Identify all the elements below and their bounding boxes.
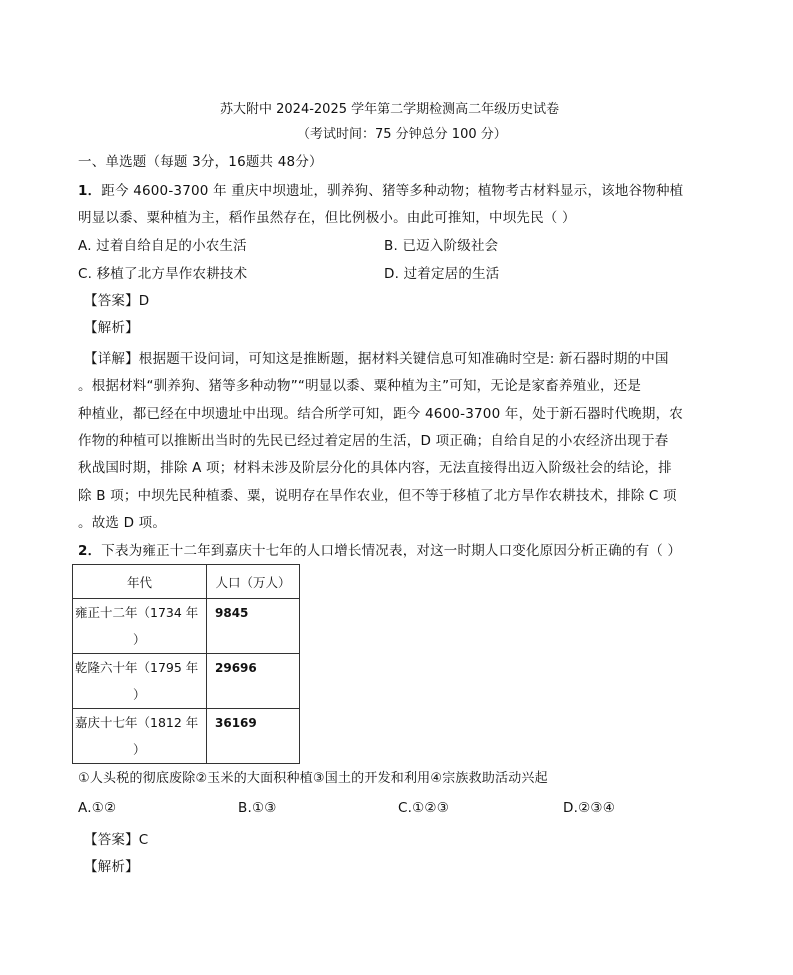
question-1-option-a: A. 过着自给自足的小农生活 bbox=[78, 238, 247, 254]
section-heading: 一、单选题（每题 3分，16题共 48分） bbox=[78, 154, 323, 170]
table-row bbox=[73, 599, 300, 654]
question-1-detail-line: 作物的种植可以推断出当时的先民已经过着定居的生活，D 项正确；自给自足的小农经济出现于春 bbox=[78, 433, 669, 449]
question-1-stem-1: 距今 4600-3700 年 重庆中坝遗址，驯养狗、猪等多种动物；植物考古材料显示，该地谷物种植 bbox=[101, 183, 684, 199]
page-subtitle: （考试时间：75 分钟总分 100 分） bbox=[297, 127, 507, 142]
year-text-cont: ） bbox=[133, 632, 146, 647]
question-2-option-c: C.①②③ bbox=[398, 800, 450, 816]
question-2-number: 2． bbox=[78, 543, 102, 559]
question-2-items: ①人头税的彻底废除②玉米的大面积种植③国土的开发和利用④宗族救助活动兴起 bbox=[78, 771, 548, 786]
table-row bbox=[73, 709, 300, 764]
question-1-option-d: D. 过着定居的生活 bbox=[384, 266, 500, 282]
question-2-line-1 bbox=[78, 539, 681, 559]
question-2-option-b: B.①③ bbox=[238, 800, 277, 816]
table-cell-value: 36169 bbox=[207, 709, 300, 764]
question-1-analysis-label: 【解析】 bbox=[84, 320, 139, 336]
year-text-cont: ） bbox=[133, 687, 146, 702]
table-cell-year bbox=[73, 709, 207, 764]
table-cell-value: 29696 bbox=[207, 654, 300, 709]
question-1-answer: 【答案】D bbox=[84, 293, 150, 309]
table-header-cell: 人口（万人） bbox=[207, 565, 300, 599]
table-cell-year bbox=[73, 599, 207, 654]
question-1-detail-line: 除 B 项；中坝先民种植黍、粟，说明存在旱作农业，但不等于移植了北方旱作农耕技术，排除 C 项 bbox=[78, 488, 677, 504]
question-1-number: 1． bbox=[78, 183, 102, 199]
question-1-option-b: B. 已迈入阶级社会 bbox=[384, 238, 499, 254]
question-2-option-d: D.②③④ bbox=[563, 800, 615, 816]
year-text-cont: ） bbox=[133, 742, 146, 757]
table-row bbox=[73, 654, 300, 709]
question-2-analysis-label: 【解析】 bbox=[84, 859, 139, 875]
question-1-detail-line: 秋战国时期，排除 A 项；材料未涉及阶层分化的具体内容，无法直接得出迈入阶级社会的结论，排 bbox=[78, 460, 672, 476]
question-1-detail-line: 【详解】根据题干设问词，可知这是推断题，据材料关键信息可知准确时空是: 新石器时期的中国 bbox=[84, 351, 669, 367]
question-2-answer: 【答案】C bbox=[84, 832, 149, 848]
question-2-option-a: A.①② bbox=[78, 800, 117, 816]
page-title: 苏大附中 2024-2025 学年第二学期检测高二年级历史试卷 bbox=[220, 102, 560, 117]
question-1-stem-2: 明显以黍、粟种植为主，稻作虽然存在，但比例极小。由此可推知，中坝先民（ ） bbox=[78, 210, 576, 226]
table-header-cell: 年代 bbox=[73, 565, 207, 599]
year-text: 乾隆六十年（1795 年 bbox=[75, 660, 199, 675]
question-1-line-1 bbox=[78, 179, 683, 199]
table-header-row bbox=[73, 565, 300, 599]
year-text: 雍正十二年（1734 年 bbox=[75, 605, 199, 620]
population-table bbox=[72, 564, 300, 764]
question-2-stem: 下表为雍正十二年到嘉庆十七年的人口增长情况表，对这一时期人口变化原因分析正确的有（ ） bbox=[101, 543, 682, 559]
table-cell-year bbox=[73, 654, 207, 709]
table-cell-value: 9845 bbox=[207, 599, 300, 654]
question-1-detail-line: 种植业，都已经在中坝遗址中出现。结合所学可知，距今 4600-3700 年，处于新石器时代晚期，农 bbox=[78, 406, 683, 422]
question-1-option-c: C. 移植了北方旱作农耕技术 bbox=[78, 266, 248, 282]
question-1-detail-line: 。根据材料“驯养狗、猪等多种动物”“明显以黍、粟种植为主”可知，无论是家畜养殖业，还是 bbox=[78, 378, 642, 394]
year-text: 嘉庆十七年（1812 年 bbox=[75, 715, 199, 730]
question-1-detail-line: 。故选 D 项。 bbox=[78, 515, 167, 531]
